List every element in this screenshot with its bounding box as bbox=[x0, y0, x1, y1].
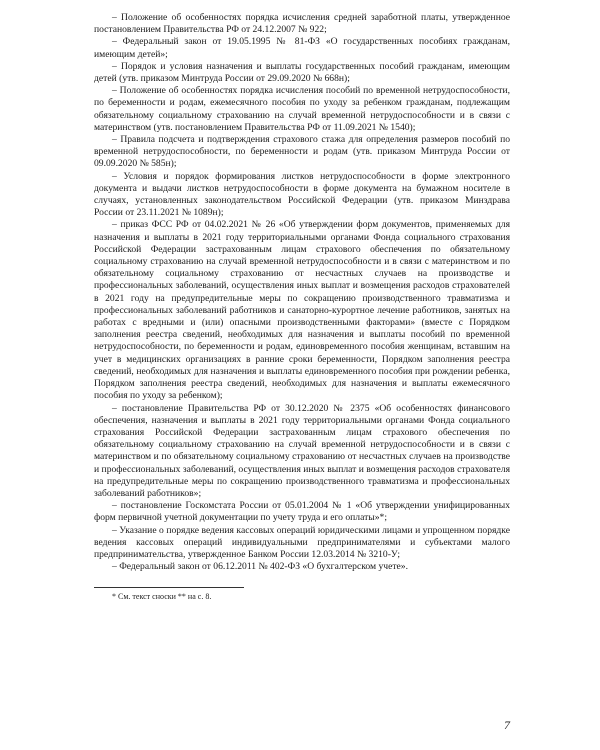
list-item: – Положение об особенностях порядка исчисления средней заработной платы, утвержденное постановлением Правительства РФ от 24.12.2007 № 922; bbox=[94, 12, 510, 36]
list-item: – Порядок и условия назначения и выплаты государственных пособий гражданам, имеющим детей (утв. приказом Минтруда России от 29.09.2020 № 668н); bbox=[94, 60, 510, 85]
list-item: – Федеральный закон от 06.12.2011 № 402-ФЗ «О бухгалтерском учете». bbox=[112, 561, 408, 573]
list-item: – постановление Правительства РФ от 30.12.2020 № 2375 «Об особенностях финансового обеспечения, назначения и выплаты в 2021 году территориальными органами Фонда социального страхования Российской Федерации застрахованным лицам страхового обеспечения по обязательному социальному страхованию на случай временной нетрудоспособности и в связи с материнством и по обязательному социальному страхованию от несчастных случаев на производстве и профессиональных заболеваний, осуществления иных выплат и возмещения расходов страхователя на предупредительные меры по сокращению производственного травматизма и профессиональных заболеваний работников»; bbox=[94, 402, 510, 499]
list-item: – постановление Госкомстата России от 05.01.2004 № 1 «Об утверждении унифицированных форм первичной учетной документации по учету труда и его оплаты»*; bbox=[94, 500, 510, 524]
footnote-divider bbox=[94, 587, 244, 588]
list-item: – Федеральный закон от 19.05.1995 № 81-ФЗ «О государственных пособиях гражданам, имеющим детей»; bbox=[94, 36, 510, 60]
page-number: 7 bbox=[504, 718, 510, 732]
list-item: – Положение об особенностях порядка исчисления пособий по временной нетрудоспособности, по беременности и родам, ежемесячного пособия по уходу за ребенком гражданам, подлежащим обязательному социальному страхованию на случай временной нетрудоспособности и в связи с материнством (утв. постановлением Правительства РФ от 11.09.2021 № 1540); bbox=[94, 85, 510, 133]
list-item: – Условия и порядок формирования листков нетрудоспособности в форме электронного документа и выдачи листков нетрудоспособности в форме документа на бумажном носителе в случаях, установленных законодательством Российской Федерации (утв. приказом Минздрава России от 23.11.2021 № 1089н); bbox=[94, 170, 510, 219]
list-item: – Правила подсчета и подтверждения страхового стажа для определения размеров пособий по временной нетрудоспособности, по беременности и родам (утв. приказом Минтруда России от 09.09.2020 № 585н); bbox=[94, 134, 510, 170]
footnote: * См. текст сноски ** на с. 8. bbox=[112, 592, 212, 602]
list-item: – Указание о порядке ведения кассовых операций юридическими лицами и упрощенном порядке ведения кассовых операций индивидуальными предпринимателями и субъектами малого предпринимательства, утвержденное Банком России 12.03.2014 № 3210-У; bbox=[94, 524, 510, 560]
list-item: – приказ ФСС РФ от 04.02.2021 № 26 «Об утверждении форм документов, применяемых для назначения и выплаты в 2021 году территориальными органами Фонда социального страхования Российской Федерации застрахованным лицам страхового обеспечения по обязательному социальному страхованию на случай временной нетрудоспособности и в связи с материнством и по обязательному социальному страхованию от несчастных случаев на производстве и профессиональных заболеваний, осуществления иных выплат и возмещения расходов страхователей в 2021 году на предупредительные меры по сокращению производственного травматизма и профессиональных заболеваний работников и санаторно-курортное лечение работников, занятых на работах с вредными и (или) опасными производственными факторами» (вместе с Порядком заполнения реестра сведений, необходимых для назначения и выплаты пособий по временной нетрудоспособности, по беременности и родам, единовременного пособия женщинам, вставшим на учет в медицинских организациях в ранние сроки беременности, Порядком заполнения реестра сведений, необходимых для назначения и выплаты единовременного пособия при рождении ребенка, Порядком заполнения реестра сведений, необходимых для назначения и выплаты ежемесячного пособия по уходу за ребенком); bbox=[94, 219, 510, 402]
